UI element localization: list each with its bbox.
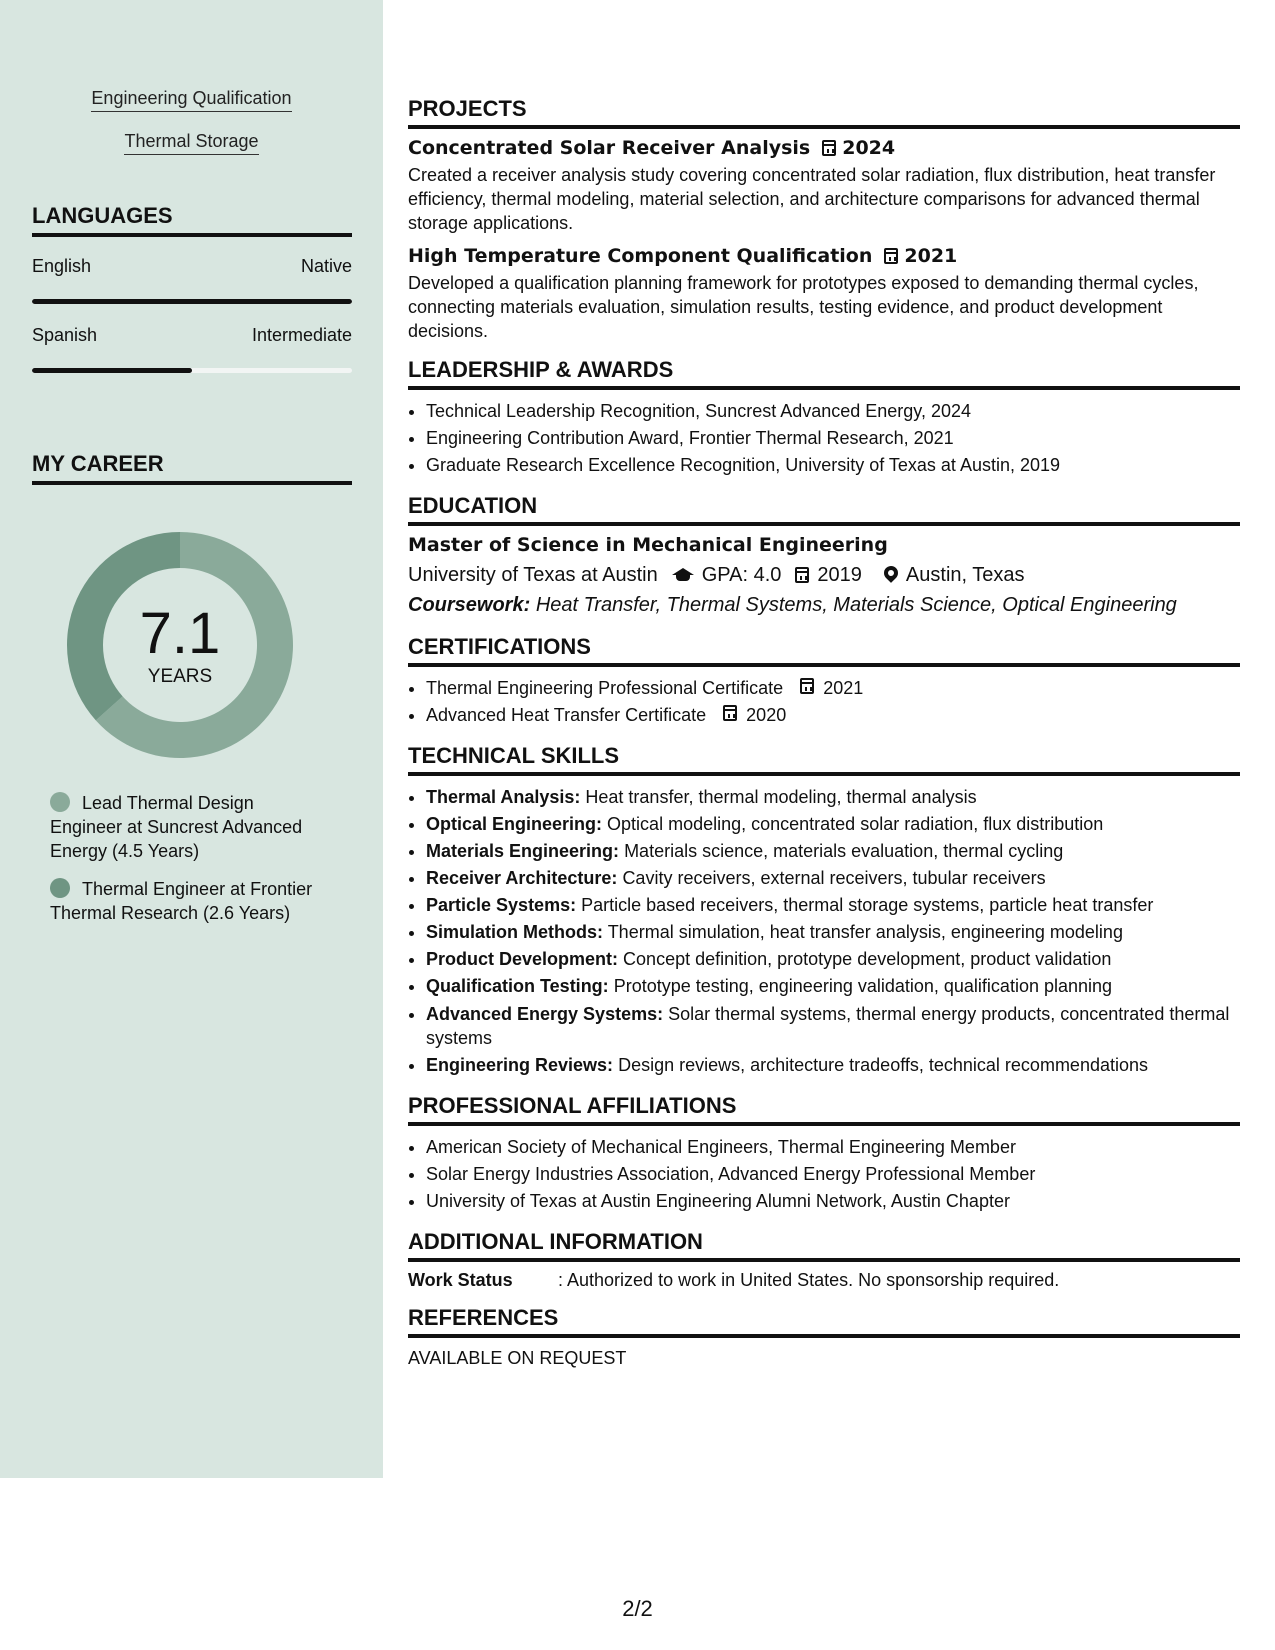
list-item <box>426 784 1240 811</box>
skill-text: Solar thermal systems, thermal energy products, concentrated thermal systems <box>426 1004 1230 1048</box>
school: University of Texas at Austin <box>408 564 658 586</box>
cert-year: 2020 <box>746 705 787 725</box>
page-number: 2/2 <box>622 1596 653 1621</box>
skill-text: Heat transfer, thermal modeling, thermal analysis <box>585 787 977 807</box>
education-year: 2019 <box>817 564 862 586</box>
skills-heading: TECHNICAL SKILLS <box>408 743 1240 776</box>
calendar-icon <box>884 248 898 264</box>
list-item <box>426 838 1240 865</box>
tag-engineering-qualification <box>0 88 383 109</box>
additional-heading: ADDITIONAL INFORMATION <box>408 1229 1240 1262</box>
tag-label: Engineering Qualification <box>91 88 291 112</box>
list-item <box>426 675 1240 702</box>
legend-dot <box>50 792 70 812</box>
language-bar-fill <box>32 299 352 304</box>
affiliations-heading: PROFESSIONAL AFFILIATIONS <box>408 1093 1240 1126</box>
skills-section <box>408 743 1240 1079</box>
list-item <box>426 892 1240 919</box>
list-item <box>426 1002 1240 1050</box>
skill-label: Optical Engineering: <box>426 814 603 834</box>
skill-label: Qualification Testing: <box>426 976 609 996</box>
language-level: Native <box>300 256 352 276</box>
calendar-icon <box>800 678 814 694</box>
skill-text: Thermal simulation, heat transfer analysis, engineering modeling <box>607 922 1123 942</box>
affiliations-list <box>408 1134 1240 1215</box>
list-item: • Technical Leadership Recognition, Suncrest Advanced Energy, 2024 <box>426 398 1240 425</box>
graduation-cap-icon <box>672 568 694 582</box>
project-year: 2024 <box>842 137 896 159</box>
gpa: GPA: 4.0 <box>701 564 782 586</box>
references-text: AVAILABLE ON REQUEST <box>408 1348 627 1368</box>
project-title-row <box>408 137 1240 159</box>
list-item: • University of Texas at Austin Engineering Alumni Network, Austin Chapter <box>426 1188 1240 1215</box>
language-bar-spanish <box>32 368 352 373</box>
project-year: 2021 <box>904 245 958 267</box>
legend-dot <box>50 878 70 898</box>
language-name: English <box>32 256 92 276</box>
project-title: High Temperature Component Qualification <box>408 245 873 267</box>
list-item <box>426 946 1240 973</box>
additional-section <box>408 1229 1240 1291</box>
education-section <box>408 493 1240 620</box>
list-item <box>426 702 1240 729</box>
list-item: • Solar Energy Industries Association, Advanced Energy Professional Member <box>426 1161 1240 1188</box>
skill-label: Advanced Energy Systems: <box>426 1004 664 1024</box>
calendar-icon <box>723 705 737 721</box>
skill-text: Design reviews, architecture tradeoffs, technical recommendations <box>618 1055 1148 1075</box>
list-item <box>426 1052 1240 1079</box>
skill-label: Simulation Methods: <box>426 922 603 942</box>
language-row-spanish <box>32 325 352 346</box>
skill-label: Thermal Analysis: <box>426 787 581 807</box>
certifications-section <box>408 634 1240 729</box>
language-bar-english <box>32 299 352 304</box>
list-item <box>426 973 1240 1000</box>
list-item: • Engineering Contribution Award, Frontier Thermal Research, 2021 <box>426 425 1240 452</box>
education-heading: EDUCATION <box>408 493 1240 526</box>
skill-text: Optical modeling, concentrated solar radiation, flux distribution <box>607 814 1104 834</box>
list-item <box>426 865 1240 892</box>
project-description: Developed a qualification planning framework for prototypes exposed to demanding thermal cycles, connecting materials evaluation, simulation results, testing evidence, and product development decisions. <box>408 273 1199 341</box>
language-row-english <box>32 256 352 277</box>
skills-list <box>408 784 1240 1079</box>
projects-heading: PROJECTS <box>408 96 1240 129</box>
coursework-list: Heat Transfer, Thermal Systems, Materials Science, Optical Engineering <box>535 594 1177 616</box>
coursework <box>408 590 1240 620</box>
skill-text: Prototype testing, engineering validation, qualification planning <box>613 976 1113 996</box>
work-status-value: : Authorized to work in United States. No sponsorship required. <box>558 1270 1060 1290</box>
affiliations-section <box>408 1093 1240 1215</box>
tag-label: Thermal Storage <box>124 131 258 155</box>
work-status-label: Work Status <box>408 1270 513 1290</box>
skill-label: Product Development: <box>426 949 619 969</box>
skill-label: Particle Systems: <box>426 895 577 915</box>
certifications-heading: CERTIFICATIONS <box>408 634 1240 667</box>
leadership-heading: LEADERSHIP & AWARDS <box>408 357 1240 390</box>
skill-text: Particle based receivers, thermal storage systems, particle heat transfer <box>581 895 1154 915</box>
list-item: • American Society of Mechanical Engineers, Thermal Engineering Member <box>426 1134 1240 1161</box>
leadership-section <box>408 357 1240 479</box>
certifications-list <box>408 675 1240 729</box>
career-total: 7.1 <box>139 601 221 666</box>
education-location: Austin, Texas <box>905 564 1025 586</box>
skill-text: Cavity receivers, external receivers, tubular receivers <box>622 868 1046 888</box>
main-content <box>408 96 1240 1384</box>
calendar-icon <box>822 140 836 156</box>
references-section <box>408 1305 1240 1370</box>
project-description: Created a receiver analysis study covering concentrated solar radiation, flux distribution, heat transfer efficiency, thermal modeling, material selection, and architecture comparisons for advanced thermal storage applications. <box>408 165 1216 233</box>
career-heading: MY CAREER <box>32 451 352 485</box>
languages-heading: LANGUAGES <box>32 203 352 237</box>
project-title: Concentrated Solar Receiver Analysis <box>408 137 811 159</box>
skill-label: Receiver Architecture: <box>426 868 618 888</box>
list-item: • Graduate Research Excellence Recognition, University of Texas at Austin, 2019 <box>426 452 1240 479</box>
list-item <box>426 919 1240 946</box>
language-bar-fill <box>32 368 192 373</box>
career-legend-item <box>50 791 330 863</box>
career-legend-label: Lead Thermal Design Engineer at Suncrest Advanced Energy (4.5 Years) <box>50 793 303 861</box>
projects-section <box>408 96 1240 343</box>
tag-thermal-storage <box>0 131 383 152</box>
location-pin-icon <box>881 563 901 583</box>
calendar-icon <box>795 567 809 583</box>
skill-label: Materials Engineering: <box>426 841 620 861</box>
coursework-label: Coursework: <box>408 594 531 616</box>
cert-year: 2021 <box>823 678 864 698</box>
language-level: Intermediate <box>251 325 352 345</box>
cert-name: Advanced Heat Transfer Certificate <box>426 705 707 725</box>
list-item <box>426 811 1240 838</box>
education-details <box>408 560 1240 590</box>
references-heading: REFERENCES <box>408 1305 1240 1338</box>
leadership-list <box>408 398 1240 479</box>
degree: Master of Science in Mechanical Engineering <box>408 534 888 556</box>
cert-name: Thermal Engineering Professional Certificate <box>426 678 784 698</box>
work-status-row <box>408 1270 1240 1291</box>
project-title-row <box>408 245 1240 267</box>
skill-text: Materials science, materials evaluation, thermal cycling <box>624 841 1064 861</box>
skill-label: Engineering Reviews: <box>426 1055 614 1075</box>
career-legend-label: Thermal Engineer at Frontier Thermal Research (2.6 Years) <box>50 879 313 923</box>
career-legend-item <box>50 877 330 925</box>
language-name: Spanish <box>32 325 98 345</box>
career-unit: YEARS <box>147 666 213 687</box>
skill-text: Concept definition, prototype development, product validation <box>623 949 1112 969</box>
